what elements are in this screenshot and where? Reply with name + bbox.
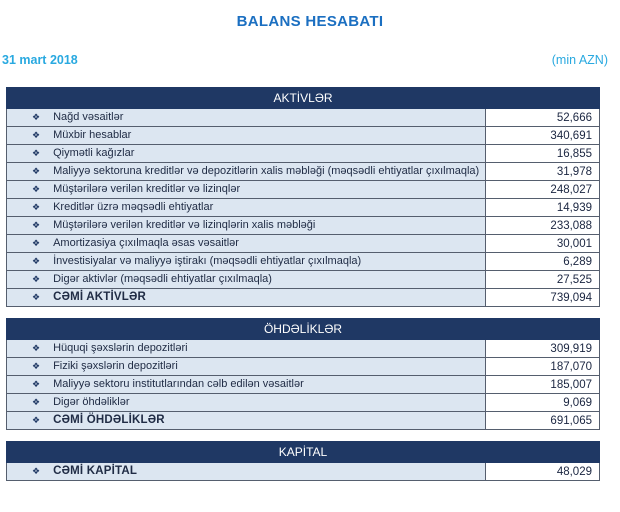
table-row	[6, 217, 600, 235]
capital-table	[6, 441, 600, 481]
row-label: Digər öhdəliklər	[53, 396, 130, 408]
report-date: 31 mart 2018	[2, 53, 78, 67]
table-row	[6, 358, 600, 376]
diamond-bullet-icon: ❖	[32, 112, 41, 122]
row-label-cell	[7, 217, 485, 234]
row-value: 340,691	[485, 127, 599, 144]
diamond-bullet-icon: ❖	[32, 220, 41, 230]
row-label: Amortizasiya çıxılmaqla əsas vəsaitlər	[53, 237, 239, 249]
row-label-cell	[7, 289, 485, 306]
table-row	[6, 145, 600, 163]
capital-section-header: KAPİTAL	[6, 441, 600, 463]
row-value: 185,007	[485, 376, 599, 393]
diamond-bullet-icon: ❖	[32, 343, 41, 353]
total-liabilities-row	[6, 412, 600, 430]
row-value: 6,289	[485, 253, 599, 270]
table-row	[6, 109, 600, 127]
assets-table	[6, 87, 600, 307]
row-label-cell	[7, 127, 485, 144]
table-row	[6, 163, 600, 181]
row-label-cell	[7, 358, 485, 375]
row-value: 9,069	[485, 394, 599, 411]
row-value: 16,855	[485, 145, 599, 162]
row-label-cell	[7, 463, 485, 480]
diamond-bullet-icon: ❖	[32, 361, 41, 371]
row-label: CƏMİ AKTİVLƏR	[53, 291, 147, 303]
balance-sheet-report	[0, 13, 620, 481]
row-label: Qiymətli kağızlar	[53, 147, 135, 159]
row-value: 233,088	[485, 217, 599, 234]
page-title: BALANS HESABATI	[236, 13, 384, 30]
row-value: 187,070	[485, 358, 599, 375]
row-label: Maliyyə sektoruna kreditlər və depozitlərin xalis məbləği (məqsədli ehtiyatlar çıxılmaqla)	[53, 165, 480, 177]
table-row	[6, 376, 600, 394]
row-value: 52,666	[485, 109, 599, 126]
row-value: 309,919	[485, 340, 599, 357]
diamond-bullet-icon: ❖	[32, 184, 41, 194]
row-label: Kreditlər üzrə məqsədli ehtiyatlar	[53, 201, 214, 213]
diamond-bullet-icon: ❖	[32, 397, 41, 407]
diamond-bullet-icon: ❖	[32, 148, 41, 158]
row-value: 31,978	[485, 163, 599, 180]
table-row	[6, 235, 600, 253]
table-row	[6, 253, 600, 271]
row-value: 248,027	[485, 181, 599, 198]
table-row	[6, 394, 600, 412]
row-label-cell	[7, 235, 485, 252]
currency-unit: (min AZN)	[551, 53, 608, 67]
row-label-cell	[7, 271, 485, 288]
total-capital-row	[6, 463, 600, 481]
table-row	[6, 199, 600, 217]
row-label-cell	[7, 340, 485, 357]
row-label-cell	[7, 412, 485, 429]
row-label-cell	[7, 253, 485, 270]
liabilities-section-header: ÖHDƏLİKLƏR	[6, 318, 600, 340]
diamond-bullet-icon: ❖	[32, 130, 41, 140]
diamond-bullet-icon: ❖	[32, 166, 41, 176]
row-value: 30,001	[485, 235, 599, 252]
row-label-cell	[7, 109, 485, 126]
row-value: 691,065	[485, 412, 599, 429]
row-label: Müştərilərə verilən kreditlər və lizinqlər	[53, 183, 241, 195]
report-meta	[2, 53, 608, 67]
table-row	[6, 340, 600, 358]
diamond-bullet-icon: ❖	[32, 202, 41, 212]
diamond-bullet-icon: ❖	[32, 274, 41, 284]
row-value: 48,029	[485, 463, 599, 480]
row-label: CƏMİ ÖHDƏLİKLƏR	[53, 414, 165, 426]
row-value: 14,939	[485, 199, 599, 216]
row-label: Digər aktivlər (məqsədli ehtiyatlar çıxılmaqla)	[53, 273, 272, 285]
diamond-bullet-icon: ❖	[32, 466, 41, 476]
row-label: Maliyyə sektoru institutlarından cəlb edilən vəsaitlər	[53, 378, 304, 390]
diamond-bullet-icon: ❖	[32, 415, 41, 425]
row-label: Fiziki şəxslərin depozitləri	[53, 360, 178, 372]
row-label-cell	[7, 181, 485, 198]
diamond-bullet-icon: ❖	[32, 238, 41, 248]
row-label: Müştərilərə verilən kreditlər və lizinqlərin xalis məbləği	[53, 219, 316, 231]
diamond-bullet-icon: ❖	[32, 292, 41, 302]
row-value: 739,094	[485, 289, 599, 306]
table-row	[6, 271, 600, 289]
row-label-cell	[7, 199, 485, 216]
diamond-bullet-icon: ❖	[32, 256, 41, 266]
row-label: Müxbir hesablar	[53, 129, 132, 141]
row-label-cell	[7, 394, 485, 411]
liabilities-table	[6, 318, 600, 430]
row-label-cell	[7, 163, 485, 180]
diamond-bullet-icon: ❖	[32, 379, 41, 389]
row-label: Nağd vəsaitlər	[53, 111, 124, 123]
total-assets-row	[6, 289, 600, 307]
row-label-cell	[7, 145, 485, 162]
table-row	[6, 127, 600, 145]
row-value: 27,525	[485, 271, 599, 288]
row-label: Hüquqi şəxslərin depozitləri	[53, 342, 188, 354]
assets-section-header: AKTİVLƏR	[6, 87, 600, 109]
table-row	[6, 181, 600, 199]
row-label: CƏMİ KAPİTAL	[53, 465, 138, 477]
row-label-cell	[7, 376, 485, 393]
row-label: İnvestisiyalar və maliyyə iştirakı (məqsədli ehtiyatlar çıxılmaqla)	[53, 255, 362, 267]
